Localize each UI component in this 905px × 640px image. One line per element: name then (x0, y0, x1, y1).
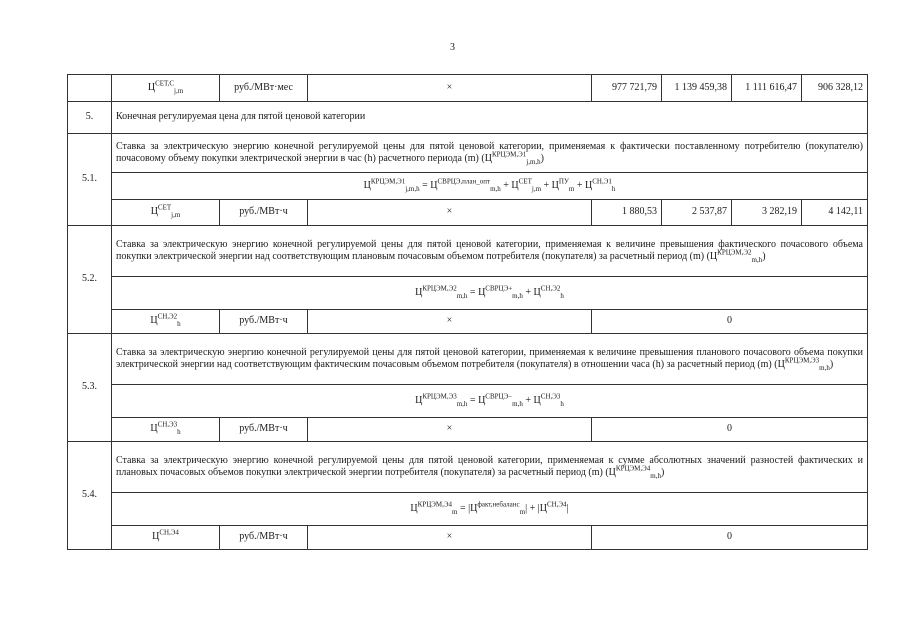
subsection-text-row (68, 134, 868, 173)
value-cell: 0 (592, 526, 868, 550)
value-cell: 906 328,12 (802, 75, 868, 102)
formula: $Ц^{КРЦЭМ,Э2}_{m,h} = Ц^{СВРЦЭ+}_{m,h} + Ц^{СН,Э2}_h$ (112, 277, 868, 310)
subsection-number: 5.3. (68, 334, 112, 442)
row-number (68, 75, 112, 102)
mark-cell: × (308, 310, 592, 334)
value-cell: 1 880,53 (592, 200, 662, 226)
table-row (68, 200, 868, 226)
subsection-number: 5.2. (68, 226, 112, 334)
symbol-cell: $Ц^{СН,Э3}_h$ (112, 418, 220, 442)
formula-row (68, 277, 868, 310)
value-cell: 0 (592, 310, 868, 334)
unit-cell: руб./МВт·ч (220, 310, 308, 334)
formula: $Ц^{КРЦЭМ,Э1}_{j,m,h} = Ц^{СВРЦЭ,план\_опт}_{m,h} + Ц^{СЕТ}_{j,m} + Ц^{ПУ}_m + Ц^{СН,Э1}_h$ (112, 173, 868, 200)
value-cell: 4 142,11 (802, 200, 868, 226)
table-row (68, 418, 868, 442)
table-row (68, 310, 868, 334)
subsection-description: Ставка за электрическую энергию конечной регулируемой цены для пятой ценовой категории, применяемая к величине превышения планового почасового объема покупки электрической энергии над соответствующим фактическим почасовым объемом потребителя (покупателя) в отношении часа (h) за расчетный период (m) $(Ц^{КРЦЭМ,Э3}_{m,h})$ (112, 334, 868, 385)
symbol-cell: $Ц^{СЕТ}_{j,m}$ (112, 200, 220, 226)
section-title: Конечная регулируемая цена для пятой ценовой категории (112, 102, 868, 134)
subsection-text-row (68, 442, 868, 493)
formula: $Ц^{КРЦЭМ,Э3}_{m,h} = Ц^{СВРЦЭ-}_{m,h} + Ц^{СН,Э3}_h$ (112, 385, 868, 418)
unit-cell: руб./МВт·ч (220, 526, 308, 550)
subsection-number: 5.4. (68, 442, 112, 550)
tariff-table (67, 74, 868, 550)
mark-cell: × (308, 526, 592, 550)
formula-row (68, 173, 868, 200)
unit-cell: руб./МВт·ч (220, 200, 308, 226)
subsection-text-row (68, 226, 868, 277)
value-cell: 1 111 616,47 (732, 75, 802, 102)
page-number: 3 (450, 42, 455, 53)
section-row (68, 102, 868, 134)
table-row (68, 75, 868, 102)
section-number: 5. (68, 102, 112, 134)
value-cell: 977 721,79 (592, 75, 662, 102)
symbol-cell: $Ц^{СЕТ,С}_{j,m}$ (112, 75, 220, 102)
value-cell: 1 139 459,38 (662, 75, 732, 102)
formula-row (68, 385, 868, 418)
table-row (68, 526, 868, 550)
symbol-cell: $Ц^{СН,Э2}_h$ (112, 310, 220, 334)
subsection-text-row (68, 334, 868, 385)
unit-cell: руб./МВт·мес (220, 75, 308, 102)
formula-row (68, 493, 868, 526)
value-cell: 0 (592, 418, 868, 442)
value-cell: 2 537,87 (662, 200, 732, 226)
mark-cell: × (308, 418, 592, 442)
subsection-description: Ставка за электрическую энергию конечной регулируемой цены для пятой ценовой категории, применяемая к сумме абсолютных значений разностей фактических и плановых почасовых объемов покупки электрической энергии потребителя (покупателя) за расчетный период (m) $(Ц^{КРЦЭМ,Э4}_{m,h})$ (112, 442, 868, 493)
mark-cell: × (308, 200, 592, 226)
subsection-number: 5.1. (68, 134, 112, 226)
formula: $Ц^{КРЦЭМ,Э4}_m = |Ц^{факт,небаланс}_m| + |Ц^{СН,Э4}|$ (112, 493, 868, 526)
unit-cell: руб./МВт·ч (220, 418, 308, 442)
mark-cell: × (308, 75, 592, 102)
subsection-description: Ставка за электрическую энергию конечной регулируемой цены для пятой ценовой категории, применяемая к фактически поставленному потребителю (покупателю) почасовому объему покупки электрической энергии в час (h) расчетного периода (m) $(Ц^{КРЦЭМ,Э1}_{j,m,h})$ (112, 134, 868, 173)
value-cell: 3 282,19 (732, 200, 802, 226)
subsection-description: Ставка за электрическую энергию конечной регулируемой цены для пятой ценовой категории, применяемая к величине превышения фактического почасового объема покупки электрической энергии над соответствующим плановым почасовым объемом потребителя (покупателя) за расчетный период (m) $(Ц^{КРЦЭМ,Э2}_{m,h})$ (112, 226, 868, 277)
symbol-cell: $Ц^{СН,Э4}$ (112, 526, 220, 550)
